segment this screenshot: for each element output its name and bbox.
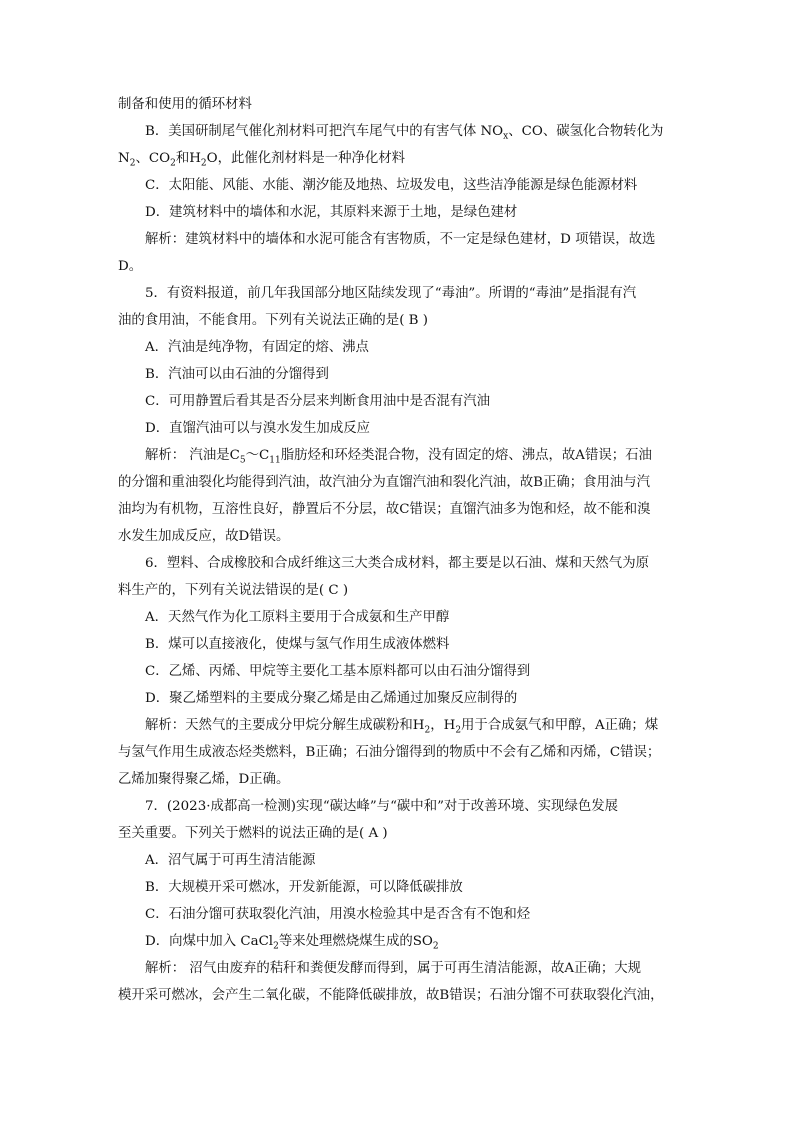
text-line: D。 <box>118 259 143 274</box>
text-line: 水发生加成反应，故D错误。 <box>118 529 290 544</box>
text-line: A．天然气作为化工原料主要用于合成氨和生产甲醇 <box>145 610 450 625</box>
text-line: 油均为有机物，互溶性良好，静置后不分层，故C错误；直馏汽油多为饱和烃，故不能和溴 <box>118 502 651 517</box>
text-line: 的分馏和重油裂化均能得到汽油，故汽油分为直馏汽油和裂化汽油，故B正确；食用油与汽 <box>118 475 651 490</box>
text-line: $N_2$、$CO_2$和$H_2O$，此催化剂材料是一种净化材料 <box>118 151 406 169</box>
text-line: C．可用静置后看其是否分层来判断食用油中是否混有汽油 <box>145 394 491 409</box>
text-line: 模开采可燃冰，会产生二氧化碳，不能降低碳排放，故B错误；石油分馏不可获取裂化汽油， <box>118 988 664 1003</box>
text-line: 与氢气作用生成液态烃类燃料，B正确；石油分馏得到的物质中不会有乙烯和丙烯，C错误； <box>118 745 661 760</box>
text-line: D．直馏汽油可以与溴水发生加成反应 <box>145 421 370 436</box>
text-line: B．大规模开采可燃冰，开发新能源，可以降低碳排放 <box>145 880 463 895</box>
text-line: D．建筑材料中的墙体和水泥，其原料来源于土地，是绿色建材 <box>145 205 518 220</box>
text-line: 6．塑料、合成橡胶和合成纤维这三大类合成材料，都主要是以石油、煤和天然气为原 <box>145 556 649 571</box>
text-line: D．聚乙烯塑料的主要成分聚乙烯是由乙烯通过加聚反应制得的 <box>145 691 518 706</box>
text-line: D．向煤中加入 CaCl$_2$等来处理燃烧煤生成的$SO_2$ <box>145 934 439 952</box>
text-line: 料生产的，下列有关说法错误的是( C ) <box>118 583 349 598</box>
text-line: 解析： 沼气由废弃的秸秆和粪便发酵而得到，属于可再生清洁能源，故A正确；大规 <box>145 961 641 976</box>
text-line: C．乙烯、丙烯、甲烷等主要化工基本原料都可以由石油分馏得到 <box>145 664 531 679</box>
text-line: 5．有资料报道，前几年我国部分地区陆续发现了“毒油”。所谓的“毒油”是指混有汽 <box>145 286 637 301</box>
text-line: 至关重要。下列关于燃料的说法正确的是( A ) <box>118 826 388 841</box>
text-body <box>118 91 683 1009</box>
text-line: B．美国研制尾气催化剂材料可把汽车尾气中的有害气体 $NO_x$、CO、碳氢化合物转化为 <box>145 124 664 142</box>
text-line: C．太阳能、风能、水能、潮汐能及地热、垃圾发电，这些洁净能源是绿色能源材料 <box>145 178 638 193</box>
text-line: 制备和使用的循环材料 <box>118 97 252 112</box>
text-line: 7．(2023·成都高一检测)实现“碳达峰”与“碳中和”对于改善环境、实现绿色发展 <box>145 799 619 814</box>
text-line: B．汽油可以由石油的分馏得到 <box>145 367 329 382</box>
text-line: 解析：天然气的主要成分甲烷分解生成碳粉和$H_2$，$H_2$用于合成氨气和甲醇，A正确；煤 <box>145 718 659 736</box>
text-line: 解析：建筑材料中的墙体和水泥可能含有害物质，不一定是绿色建材，D 项错误，故选 <box>145 232 656 247</box>
text-line: 油的食用油，不能食用。下列有关说法正确的是( B ) <box>118 313 429 328</box>
text-line: A．沼气属于可再生清洁能源 <box>145 853 316 868</box>
text-line: B．煤可以直接液化，使煤与氢气作用生成液体燃料 <box>145 637 450 652</box>
text-line: C．石油分馏可获取裂化汽油，用溴水检验其中是否含有不饱和烃 <box>145 907 531 922</box>
text-line: 解析： 汽油是$C_5\sim C_{11}$脂肪烃和环烃类混合物，没有固定的熔、沸点，故A错误；石油 <box>145 448 652 466</box>
text-line: A．汽油是纯净物，有固定的熔、沸点 <box>145 340 369 355</box>
text-line: 乙烯加聚得聚乙烯，D正确。 <box>118 772 290 787</box>
